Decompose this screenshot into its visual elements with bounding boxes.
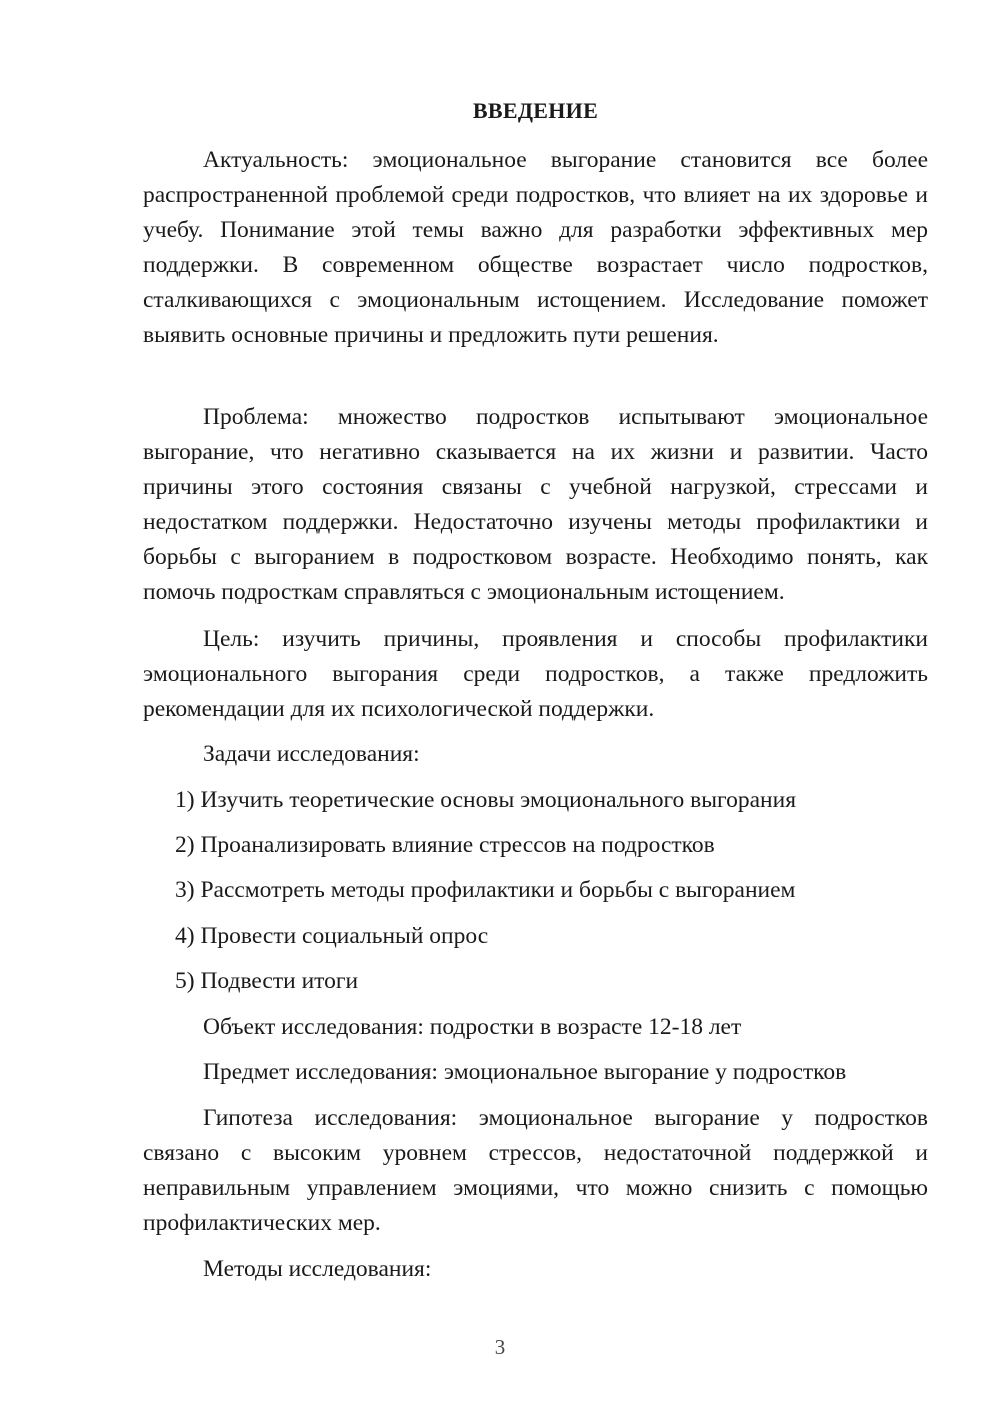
hypothesis-paragraph: Гипотеза исследования: эмоциональное выгорание у подростков связано с высоким уровнем стрессов, недостаточной поддержкой и неправильным управлением эмоциями, что можно снизить с помощью профилактических мер. (143, 1105, 928, 1236)
methods-heading: Методы исследования: (203, 1256, 432, 1282)
goal-paragraph: Цель: изучить причины, проявления и способы профилактики эмоционального выгорания среди подростков, а также предложить рекомендации для их психологической поддержки. (143, 626, 928, 722)
task-item-5: 5) Подвести итоги (175, 968, 359, 994)
page-number: 3 (494, 1335, 506, 1359)
relevance-paragraph: Актуальность: эмоциональное выгорание становится все более распространенной проблемой среди подростков, что влияет на их здоровье и учебу. Понимание этой темы важно для разработки эффективных мер поддержки. В современном обществе возрастает число подростков, сталкивающихся с эмоциональным истощением. Исследование поможет выявить основные причины и предложить пути решения. (143, 147, 928, 348)
tasks-heading: Задачи исследования: (203, 741, 420, 767)
subject-line: Предмет исследования: эмоциональное выгорание у подростков (203, 1059, 847, 1085)
task-item-3: 3) Рассмотреть методы профилактики и борьбы с выгоранием (175, 877, 796, 903)
object-line: Объект исследования: подростки в возрасте 12-18 лет (203, 1014, 742, 1040)
task-item-2: 2) Проанализировать влияние стрессов на подростков (175, 832, 715, 858)
task-item-4: 4) Провести социальный опрос (175, 923, 489, 949)
problem-paragraph: Проблема: множество подростков испытывают эмоциональное выгорание, что негативно сказывается на их жизни и развитии. Часто причины этого состояния связаны с учебной нагрузкой, стрессами и недостатком поддержки. Недостаточно изучены методы профилактики и борьбы с выгоранием в подростковом возрасте. Необходимо понять, как помочь подросткам справляться с эмоциональным истощением. (143, 404, 928, 605)
task-item-1: 1) Изучить теоретические основы эмоционального выгорания (175, 787, 797, 813)
section-title: ВВЕДЕНИЕ (472, 98, 599, 123)
